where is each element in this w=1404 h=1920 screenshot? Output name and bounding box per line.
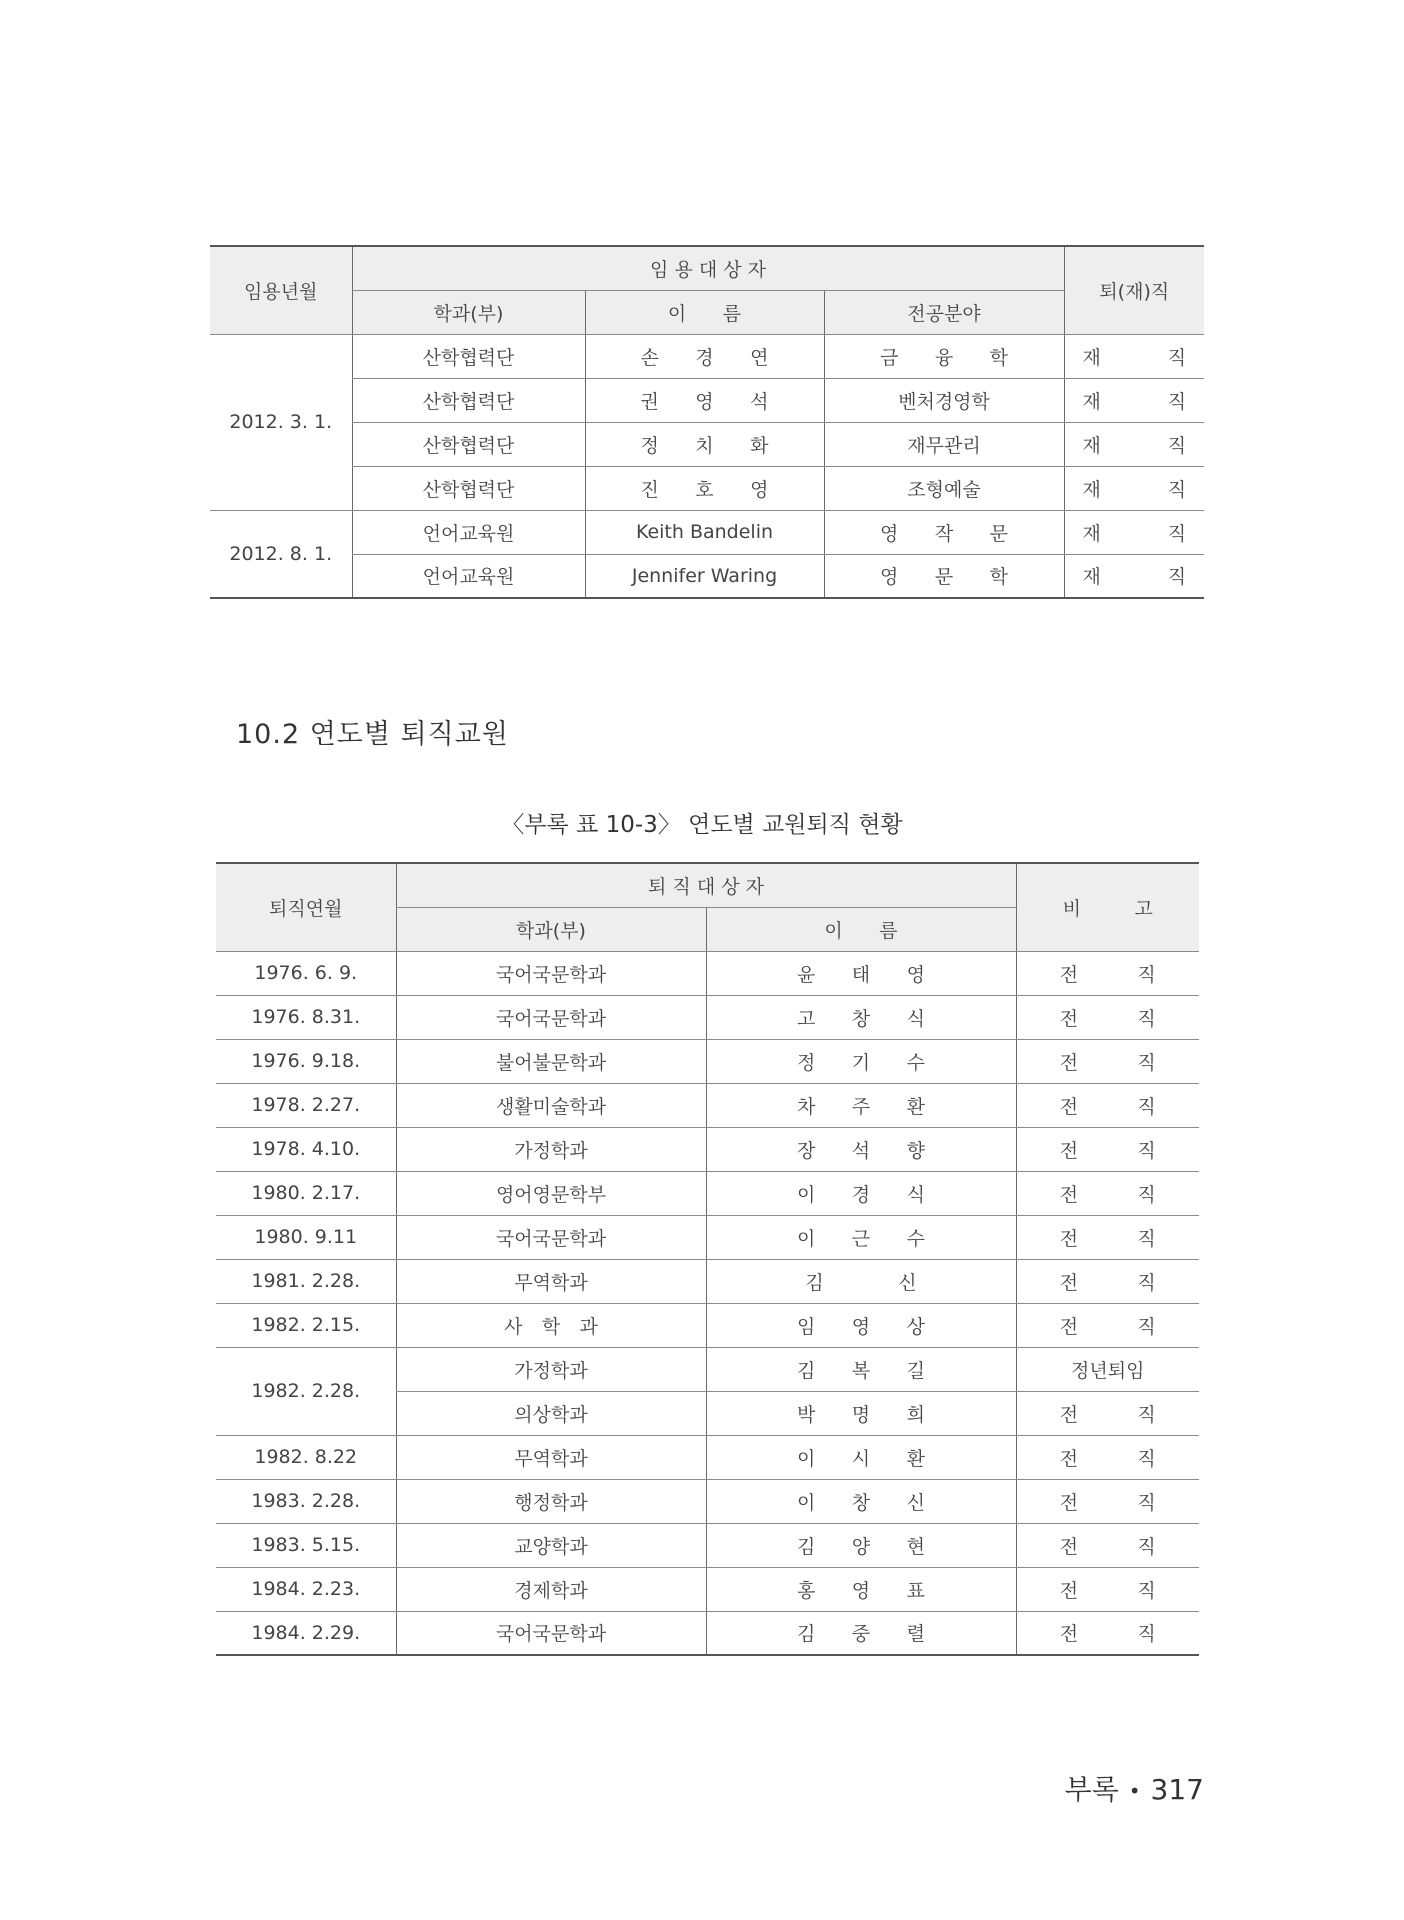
note-cell: 전 직 xyxy=(1016,951,1199,995)
retire-date: 1981. 2.28. xyxy=(216,1259,396,1303)
retire-date: 1983. 2.28. xyxy=(216,1479,396,1523)
name-cell: 손 경 연 xyxy=(585,334,824,378)
header-note: 비 고 xyxy=(1016,863,1199,951)
dept-cell: 산학협력단 xyxy=(352,422,585,466)
header-major: 전공분야 xyxy=(824,290,1064,334)
dept-cell: 국어국문학과 xyxy=(396,951,706,995)
dept-cell: 경제학과 xyxy=(396,1567,706,1611)
table-row xyxy=(216,1611,1199,1655)
table-row xyxy=(216,1567,1199,1611)
dept-cell: 무역학과 xyxy=(396,1435,706,1479)
name-cell: 홍 영 표 xyxy=(706,1567,1016,1611)
table-row xyxy=(210,422,1204,466)
table-row xyxy=(216,1435,1199,1479)
table-row xyxy=(216,951,1199,995)
retire-date: 1976. 8.31. xyxy=(216,995,396,1039)
page-footer xyxy=(1065,1768,1204,1808)
major-cell: 벤처경영학 xyxy=(824,378,1064,422)
footer-label: 부록 xyxy=(1064,1773,1119,1806)
appointment-date: 2012. 3. 1. xyxy=(210,334,352,510)
table-row xyxy=(216,1479,1199,1523)
retirement-table xyxy=(216,862,1199,1656)
note-cell: 정년퇴임 xyxy=(1016,1347,1199,1391)
table-row xyxy=(216,1347,1199,1391)
note-cell: 전 직 xyxy=(1016,995,1199,1039)
name-cell: 김 신 xyxy=(706,1259,1016,1303)
name-cell: 김 복 길 xyxy=(706,1347,1016,1391)
table-row xyxy=(216,995,1199,1039)
table-row xyxy=(216,1127,1199,1171)
retire-date: 1978. 2.27. xyxy=(216,1083,396,1127)
name-cell: 정 기 수 xyxy=(706,1039,1016,1083)
header-dept: 학과(부) xyxy=(352,290,585,334)
table-row xyxy=(216,1083,1199,1127)
dept-cell: 의상학과 xyxy=(396,1391,706,1435)
table-row xyxy=(216,1523,1199,1567)
table-row xyxy=(216,1171,1199,1215)
major-cell: 조형예술 xyxy=(824,466,1064,510)
note-cell: 전 직 xyxy=(1016,1479,1199,1523)
table-row xyxy=(216,1303,1199,1347)
header-name: 이 름 xyxy=(585,290,824,334)
note-cell: 전 직 xyxy=(1016,1523,1199,1567)
dept-cell: 언어교육원 xyxy=(352,510,585,554)
header-name: 이 름 xyxy=(706,907,1016,951)
dept-cell: 가정학과 xyxy=(396,1347,706,1391)
header-appointee-group: 임 용 대 상 자 xyxy=(352,246,1064,290)
status-cell: 재 직 xyxy=(1064,554,1204,598)
table-row xyxy=(210,554,1204,598)
retire-date: 1978. 4.10. xyxy=(216,1127,396,1171)
dept-cell: 생활미술학과 xyxy=(396,1083,706,1127)
dept-cell: 국어국문학과 xyxy=(396,1611,706,1655)
retire-date: 1984. 2.23. xyxy=(216,1567,396,1611)
table-row xyxy=(210,378,1204,422)
major-cell: 재무관리 xyxy=(824,422,1064,466)
status-cell: 재 직 xyxy=(1064,334,1204,378)
dept-cell: 국어국문학과 xyxy=(396,1215,706,1259)
retire-date: 1983. 5.15. xyxy=(216,1523,396,1567)
appointment-date: 2012. 8. 1. xyxy=(210,510,352,598)
note-cell: 전 직 xyxy=(1016,1303,1199,1347)
major-cell: 금 융 학 xyxy=(824,334,1064,378)
dept-cell: 교양학과 xyxy=(396,1523,706,1567)
name-cell: 이 시 환 xyxy=(706,1435,1016,1479)
footer-bullet: • xyxy=(1128,1779,1141,1803)
name-cell: 장 석 향 xyxy=(706,1127,1016,1171)
header-dept: 학과(부) xyxy=(396,907,706,951)
name-cell: 박 명 희 xyxy=(706,1391,1016,1435)
dept-cell: 영어영문학부 xyxy=(396,1171,706,1215)
retire-date: 1976. 9.18. xyxy=(216,1039,396,1083)
dept-cell: 산학협력단 xyxy=(352,378,585,422)
dept-cell: 국어국문학과 xyxy=(396,995,706,1039)
dept-cell: 무역학과 xyxy=(396,1259,706,1303)
header-retire-date: 퇴직연월 xyxy=(216,863,396,951)
name-cell: 윤 태 영 xyxy=(706,951,1016,995)
section-heading: 10.2 연도별 퇴직교원 xyxy=(236,719,509,750)
note-cell: 전 직 xyxy=(1016,1259,1199,1303)
note-cell: 전 직 xyxy=(1016,1127,1199,1171)
name-cell: Jennifer Waring xyxy=(585,554,824,598)
name-cell: 김 중 렬 xyxy=(706,1611,1016,1655)
major-cell: 영 작 문 xyxy=(824,510,1064,554)
table-row xyxy=(216,1259,1199,1303)
note-cell: 전 직 xyxy=(1016,1435,1199,1479)
header-retiree-group: 퇴 직 대 상 자 xyxy=(396,863,1016,907)
table-row xyxy=(210,510,1204,554)
header-status: 퇴(재)직 xyxy=(1064,246,1204,334)
name-cell: 임 영 상 xyxy=(706,1303,1016,1347)
table-row xyxy=(210,334,1204,378)
dept-cell: 산학협력단 xyxy=(352,466,585,510)
dept-cell: 산학협력단 xyxy=(352,334,585,378)
note-cell: 전 직 xyxy=(1016,1039,1199,1083)
name-cell: 권 영 석 xyxy=(585,378,824,422)
header-appointment-date: 임용년월 xyxy=(210,246,352,334)
note-cell: 전 직 xyxy=(1016,1171,1199,1215)
retire-date: 1976. 6. 9. xyxy=(216,951,396,995)
retire-date: 1980. 2.17. xyxy=(216,1171,396,1215)
name-cell: 김 양 현 xyxy=(706,1523,1016,1567)
name-cell: Keith Bandelin xyxy=(585,510,824,554)
note-cell: 전 직 xyxy=(1016,1611,1199,1655)
status-cell: 재 직 xyxy=(1064,466,1204,510)
appointment-table xyxy=(210,245,1204,599)
name-cell: 진 호 영 xyxy=(585,466,824,510)
retire-date: 1982. 2.28. xyxy=(216,1347,396,1435)
dept-cell: 불어불문학과 xyxy=(396,1039,706,1083)
table-caption: 〈부록 표 10-3〉 연도별 교원퇴직 현황 xyxy=(501,812,903,838)
retire-date: 1980. 9.11 xyxy=(216,1215,396,1259)
note-cell: 전 직 xyxy=(1016,1567,1199,1611)
major-cell: 영 문 학 xyxy=(824,554,1064,598)
retire-date: 1982. 2.15. xyxy=(216,1303,396,1347)
name-cell: 이 경 식 xyxy=(706,1171,1016,1215)
status-cell: 재 직 xyxy=(1064,378,1204,422)
page-number: 317 xyxy=(1150,1773,1204,1806)
status-cell: 재 직 xyxy=(1064,510,1204,554)
note-cell: 전 직 xyxy=(1016,1083,1199,1127)
name-cell: 이 근 수 xyxy=(706,1215,1016,1259)
dept-cell: 사 학 과 xyxy=(396,1303,706,1347)
dept-cell: 가정학과 xyxy=(396,1127,706,1171)
name-cell: 차 주 환 xyxy=(706,1083,1016,1127)
retire-date: 1982. 8.22 xyxy=(216,1435,396,1479)
retire-date: 1984. 2.29. xyxy=(216,1611,396,1655)
table-row xyxy=(216,1215,1199,1259)
name-cell: 정 치 화 xyxy=(585,422,824,466)
table-row xyxy=(216,1039,1199,1083)
status-cell: 재 직 xyxy=(1064,422,1204,466)
name-cell: 고 창 식 xyxy=(706,995,1016,1039)
name-cell: 이 창 신 xyxy=(706,1479,1016,1523)
table-row xyxy=(210,466,1204,510)
dept-cell: 행정학과 xyxy=(396,1479,706,1523)
note-cell: 전 직 xyxy=(1016,1391,1199,1435)
dept-cell: 언어교육원 xyxy=(352,554,585,598)
note-cell: 전 직 xyxy=(1016,1215,1199,1259)
